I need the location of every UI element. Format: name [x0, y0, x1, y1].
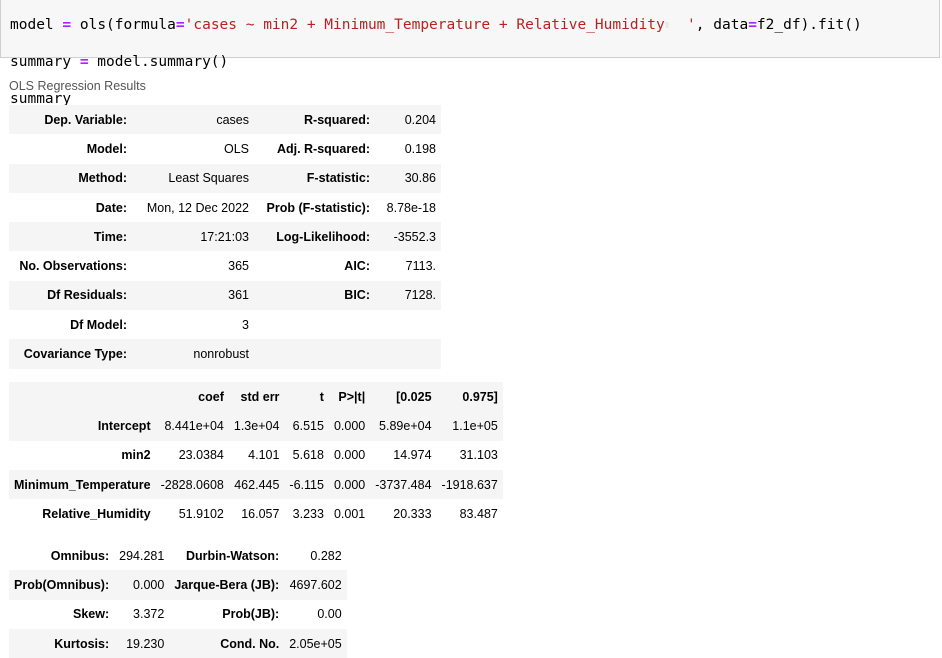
table-cell — [375, 339, 441, 368]
whitespace-marker-icon: ▯ — [664, 19, 670, 29]
table-cell: 6.515 — [292, 418, 324, 433]
table-cell: -1918.637 — [441, 477, 498, 492]
code-line-2: summary = model.summary() — [10, 53, 229, 70]
table-cell: 361 — [228, 288, 249, 303]
table-row — [9, 541, 347, 570]
table-row — [9, 193, 441, 222]
table-cell — [254, 339, 375, 368]
table-cell: P>|t| — [338, 389, 366, 404]
table-row — [9, 629, 347, 658]
table-cell: 17:21:03 — [200, 229, 249, 244]
table-cell: 7128. — [404, 288, 436, 303]
table-cell: 1.1e+05 — [452, 418, 498, 433]
table-row — [9, 310, 441, 339]
table-cell: 1.3e+04 — [233, 418, 280, 433]
table-cell: t — [319, 389, 324, 404]
table-row — [9, 134, 441, 163]
table-cell: Mon, 12 Dec 2022 — [146, 200, 249, 215]
table-row — [9, 105, 441, 134]
table-cell: Relative_Humidity — [42, 506, 151, 521]
table-cell — [375, 310, 441, 339]
table-cell: coef — [198, 389, 224, 404]
table-cell: 2.05e+05 — [289, 636, 342, 651]
table-cell: 0.001 — [333, 506, 366, 521]
table-cell: 14.974 — [393, 448, 432, 463]
table-cell: Prob(Omnibus): — [14, 577, 110, 592]
table-cell — [254, 310, 375, 339]
table-cell: 8.78e-18 — [386, 200, 436, 215]
table-cell: 7113. — [405, 259, 436, 274]
table-cell: F-statistic: — [306, 171, 370, 186]
table-cell: 31.103 — [459, 448, 498, 463]
code-line-1: model = ols(formula='cases ~ min2 + Minimum_Temperature + Relative_Humidity▯ ', data=f2_df).fit() — [10, 16, 862, 33]
table-row — [9, 164, 441, 193]
table-cell: Prob (F-statistic): — [266, 200, 370, 215]
table-row — [9, 251, 441, 280]
table-cell: 8.441e+04 — [164, 418, 224, 433]
table-cell: 83.487 — [459, 506, 498, 521]
table-cell: 19.230 — [126, 636, 165, 651]
table-cell: 5.89e+04 — [379, 418, 432, 433]
table-cell: Kurtosis: — [54, 636, 110, 651]
table-cell: 30.86 — [404, 171, 436, 186]
table-cell: -6.115 — [289, 477, 324, 492]
table-cell: -2828.0608 — [160, 477, 224, 492]
table-row — [9, 470, 503, 499]
table-cell: 3 — [242, 317, 249, 332]
table-cell: 16.057 — [241, 506, 280, 521]
table-cell: BIC: — [344, 288, 370, 303]
diagnostics-table — [9, 541, 347, 658]
table-cell: Durbin-Watson: — [185, 548, 280, 563]
table-cell: 3.233 — [292, 506, 324, 521]
table-cell: std err — [240, 389, 280, 404]
table-cell: 0.204 — [404, 112, 436, 127]
table-cell: Log-Likelihood: — [276, 229, 370, 244]
table-cell: Df Residuals: — [47, 288, 127, 303]
table-cell: Least Squares — [168, 171, 249, 186]
table-header-row — [9, 382, 503, 411]
table-row — [9, 339, 441, 368]
table-cell: Prob(JB): — [222, 607, 280, 622]
table-row — [9, 499, 503, 528]
table-cell: Jarque-Bera (JB): — [174, 577, 280, 592]
table-cell: -3737.484 — [375, 477, 432, 492]
table-cell: 0.975] — [462, 389, 498, 404]
table-cell: Omnibus: — [50, 548, 110, 563]
table-cell: No. Observations: — [19, 259, 127, 274]
table-cell: 4.101 — [248, 448, 280, 463]
results-title: OLS Regression Results — [9, 79, 146, 93]
table-cell: Df Model: — [70, 317, 127, 332]
table-cell: 0.000 — [133, 577, 165, 592]
table-cell: Date: — [95, 200, 127, 215]
table-cell: 23.0384 — [178, 448, 224, 463]
table-cell: Time: — [93, 229, 127, 244]
table-cell: 365 — [228, 259, 249, 274]
table-cell: Model: — [86, 141, 127, 156]
table-cell: cases — [216, 112, 249, 127]
table-cell: [0.025 — [396, 389, 432, 404]
table-row — [9, 411, 503, 440]
table-cell: Skew: — [73, 607, 110, 622]
table-cell: 0.198 — [404, 141, 436, 156]
coefficients-table — [9, 382, 503, 528]
model-summary-table — [9, 105, 441, 369]
table-cell — [9, 382, 156, 411]
table-cell: min2 — [121, 448, 151, 463]
table-cell: Intercept — [97, 418, 151, 433]
table-cell: OLS — [223, 141, 249, 156]
table-row — [9, 222, 441, 251]
table-cell: 20.333 — [393, 506, 432, 521]
table-cell: R-squared: — [304, 112, 370, 127]
table-cell: Dep. Variable: — [44, 112, 127, 127]
code-line-3: summary — [10, 90, 72, 107]
table-cell: nonrobust — [193, 347, 249, 362]
table-row — [9, 570, 347, 599]
table-cell: 0.00 — [317, 607, 342, 622]
table-cell: 4697.602 — [289, 577, 342, 592]
table-cell: 0.000 — [333, 418, 366, 433]
table-row — [9, 281, 441, 310]
table-cell: 294.281 — [119, 548, 165, 563]
table-row — [9, 600, 347, 629]
table-cell: 462.445 — [234, 477, 280, 492]
table-cell: Cond. No. — [220, 636, 280, 651]
table-cell: AIC: — [344, 259, 370, 274]
table-cell: 0.282 — [310, 548, 342, 563]
table-cell: 0.000 — [333, 448, 366, 463]
table-cell: 51.9102 — [178, 506, 224, 521]
table-cell: 5.618 — [292, 448, 324, 463]
table-cell: Adj. R-squared: — [276, 141, 370, 156]
table-cell: 3.372 — [133, 607, 165, 622]
table-cell: 0.000 — [333, 477, 366, 492]
table-cell: Minimum_Temperature — [14, 477, 151, 492]
table-cell: Method: — [78, 171, 127, 186]
table-row — [9, 441, 503, 470]
table-cell: -3552.3 — [393, 229, 436, 244]
table-cell: Covariance Type: — [23, 347, 127, 362]
